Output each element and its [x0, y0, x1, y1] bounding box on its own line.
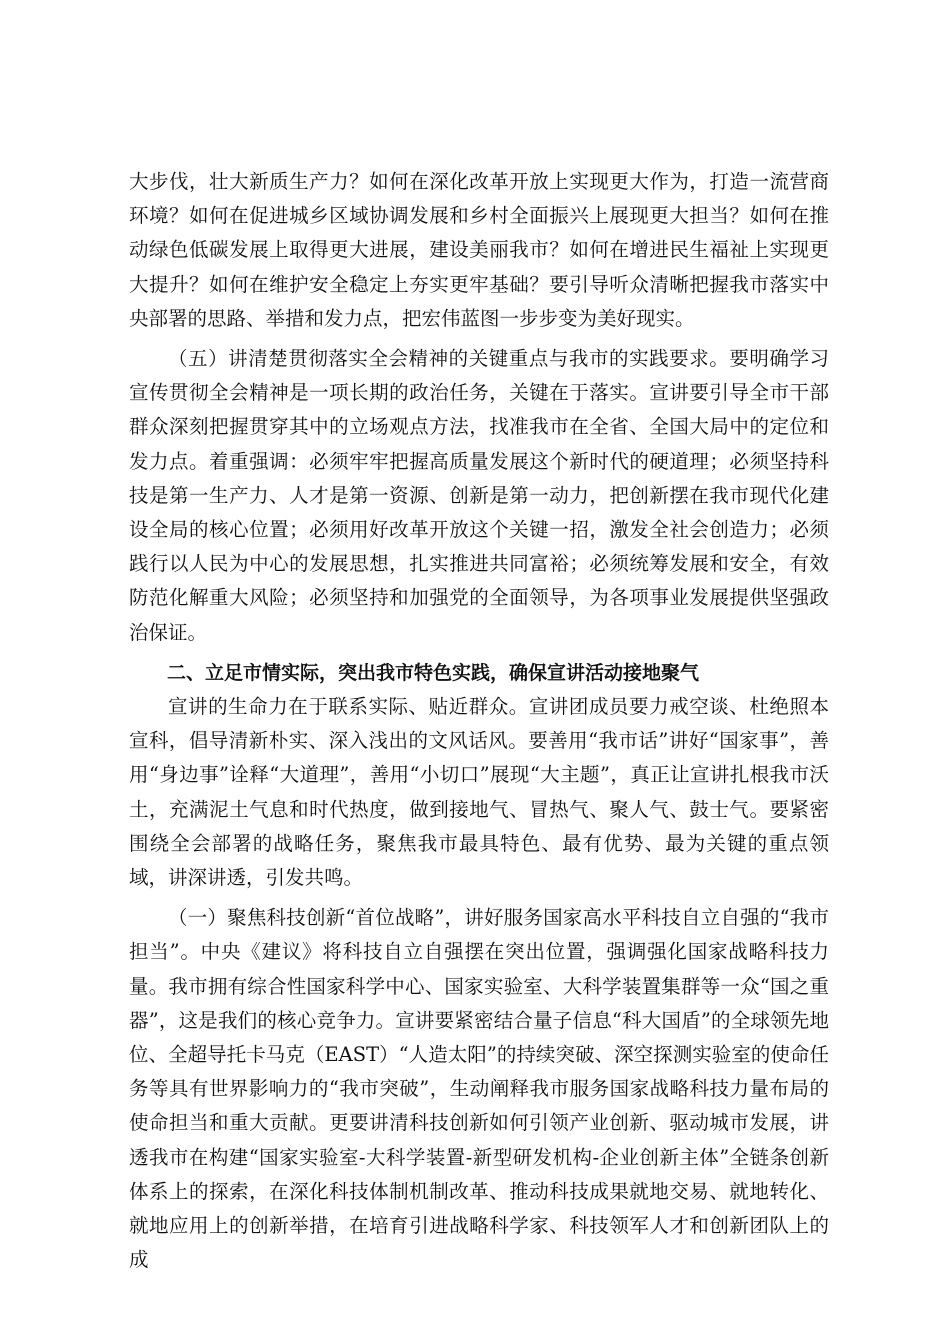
document-page	[129, 165, 829, 1278]
paragraph-section-five: （五）讲清楚贯彻落实全会精神的关键重点与我市的实践要求。要明确学习宣传贯彻全会精神是一项长期的政治任务，关键在于落实。宣讲要引导全市干部群众深刻把握贯穿其中的立场观点方法，找准我市在全省、全国大局中的定位和发力点。着重强调：必须牢牢把握高质量发展这个新时代的硬道理；必须坚持科技是第一生产力、人才是第一资源、创新是第一动力，把创新摆在我市现代化建设全局的核心位置；必须用好改革开放这个关键一招，激发全社会创造力；必须践行以人民为中心的发展思想，扎实推进共同富裕；必须统筹发展和安全，有效防范化解重大风险；必须坚持和加强党的全面领导，为各项事业发展提供坚强政治保证。	[129, 347, 829, 644]
section-heading-two: 二、立足市情实际，突出我市特色实践，确保宣讲活动接地聚气	[167, 661, 700, 684]
paragraph-continuation: 大步伐，壮大新质生产力？如何在深化改革开放上实现更大作为，打造一流营商环境？如何在促进城乡区域协调发展和乡村全面振兴上展现更大担当？如何在推动绿色低碳发展上取得更大进展，建设美丽我市？如何在增进民生福祉上实现更大提升？如何在维护安全稳定上夯实更牢基础？要引导听众清晰把握我市落实中央部署的思路、举措和发力点，把宏伟蓝图一步步变为美好现实。	[129, 170, 829, 330]
paragraph-intro: 宣讲的生命力在于联系实际、贴近群众。宣讲团成员要力戒空谈、杜绝照本宣科，倡导清新朴实、深入浅出的文风话风。要善用“我市话”讲好“国家事”，善用“身边事”诠释“大道理”，善用“小切口”展现“大主题”，真正让宣讲扎根我市沃土，充满泥土气息和时代热度，做到接地气、冒热气、聚人气、鼓士气。要紧密围绕全会部署的战略任务，聚焦我市最具特色、最有优势、最为关键的重点领域，讲深讲透，引发共鸣。	[129, 695, 829, 890]
paragraph-subsection-one: （一）聚焦科技创新“首位战略”，讲好服务国家高水平科技自立自强的“我市担当”。中央《建议》将科技自立自强摆在突出位置，强调强化国家战略科技力量。我市拥有综合性国家科学中心、国家实验室、大科学装置集群等一众“国之重器”，这是我们的核心竞争力。宣讲要紧密结合量子信息“科大国盾”的全球领先地位、全超导托卡马克（EAST）“人造太阳”的持续突破、深空探测实验室的使命任务等具有世界影响力的“我市突破”，生动阐释我市服务国家战略科技力量布局的使命担当和重大贡献。更要讲清科技创新如何引领产业创新、驱动城市发展，讲透我市在构建“国家实验室-大科学装置-新型研发机构-企业创新主体”全链条创新体系上的探索，在深化科技体制机制改革、推动科技成果就地交易、就地转化、就地应用上的创新举措，在培育引进战略科学家、科技领军人才和创新团队上的成	[129, 906, 829, 1272]
